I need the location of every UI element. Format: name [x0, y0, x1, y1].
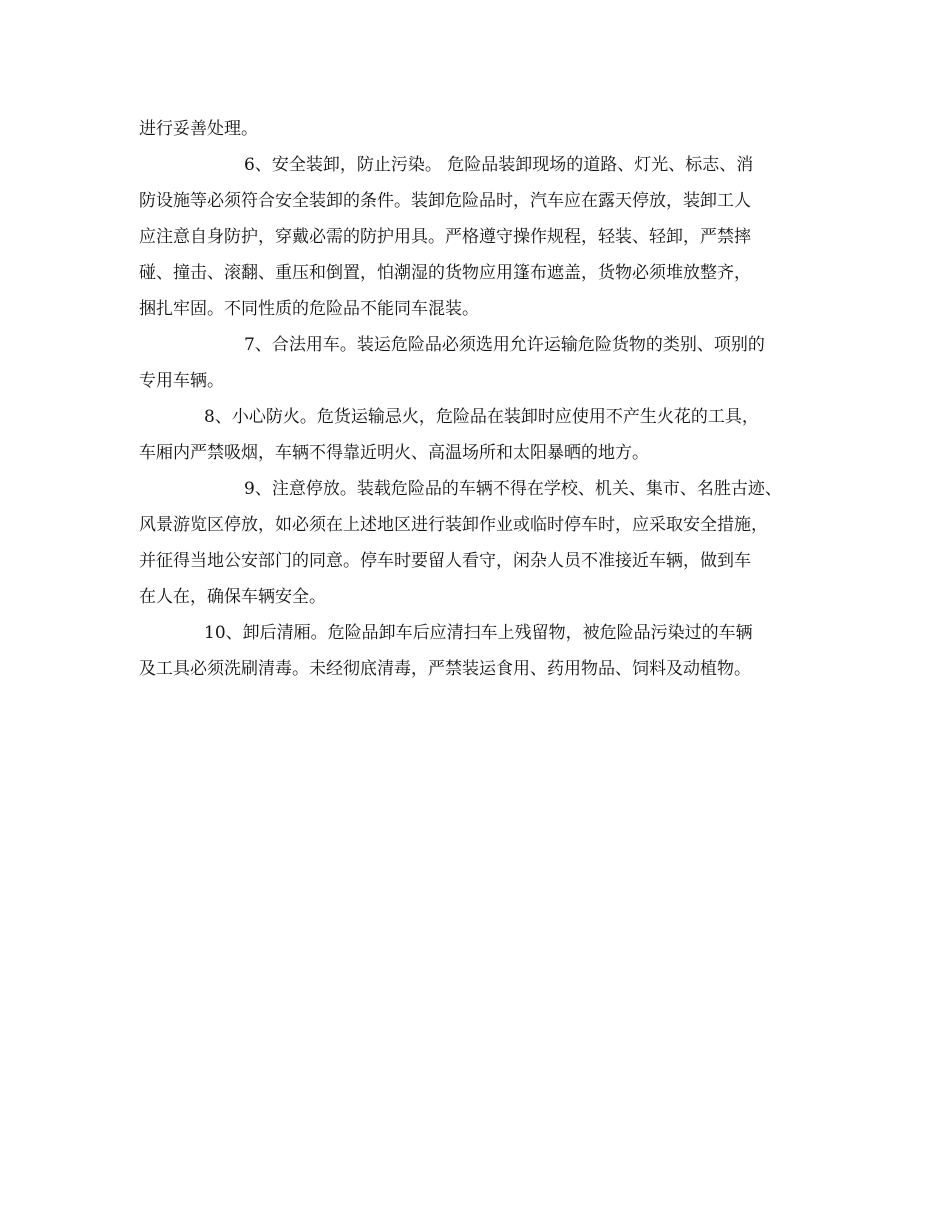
paragraph-line: 碰、撞击、滚翻、重压和倒置，怕潮湿的货物应用篷布遮盖，货物必须堆放整齐， [139, 263, 751, 283]
item-9-heading-line: 9、注意停放。装载危险品的车辆不得在学校、机关、集市、名胜古迹、 [244, 479, 782, 499]
paragraph-line: 应注意自身防护，穿戴必需的防护用具。严格遵守操作规程，轻装、轻卸，严禁摔 [139, 227, 751, 247]
paragraph-line: 进行妥善处理。 [139, 119, 258, 139]
paragraph-line: 在人在，确保车辆安全。 [139, 587, 326, 607]
paragraph-line: 捆扎牢固。不同性质的危险品不能同车混装。 [139, 299, 479, 319]
paragraph-line: 风景游览区停放，如必须在上述地区进行装卸作业或临时停车时，应采取安全措施， [139, 515, 768, 535]
paragraph-line: 及工具必须洗刷清毒。未经彻底清毒，严禁装运食用、药用物品、饲料及动植物。 [139, 659, 751, 679]
item-8-heading-line: 8、小心防火。危货运输忌火，危险品在装卸时应使用不产生火花的工具， [204, 407, 759, 427]
paragraph-line: 专用车辆。 [139, 371, 224, 391]
item-7-heading-line: 7、合法用车。装运危险品必须选用允许运输危险货物的类别、项别的 [244, 335, 765, 355]
paragraph-line: 防设施等必须符合安全装卸的条件。装卸危险品时，汽车应在露天停放，装卸工人 [139, 191, 751, 211]
item-10-heading-line: 10、卸后清厢。危险品卸车后应清扫车上残留物，被危险品污染过的车辆 [204, 623, 753, 643]
item-6-heading-line: 6、安全装卸，防止污染。 危险品装卸现场的道路、灯光、标志、消 [244, 155, 754, 175]
paragraph-line: 并征得当地公安部门的同意。停车时要留人看守，闲杂人员不准接近车辆，做到车 [139, 551, 751, 571]
paragraph-line: 车厢内严禁吸烟，车辆不得靠近明火、高温场所和太阳暴晒的地方。 [139, 443, 649, 463]
